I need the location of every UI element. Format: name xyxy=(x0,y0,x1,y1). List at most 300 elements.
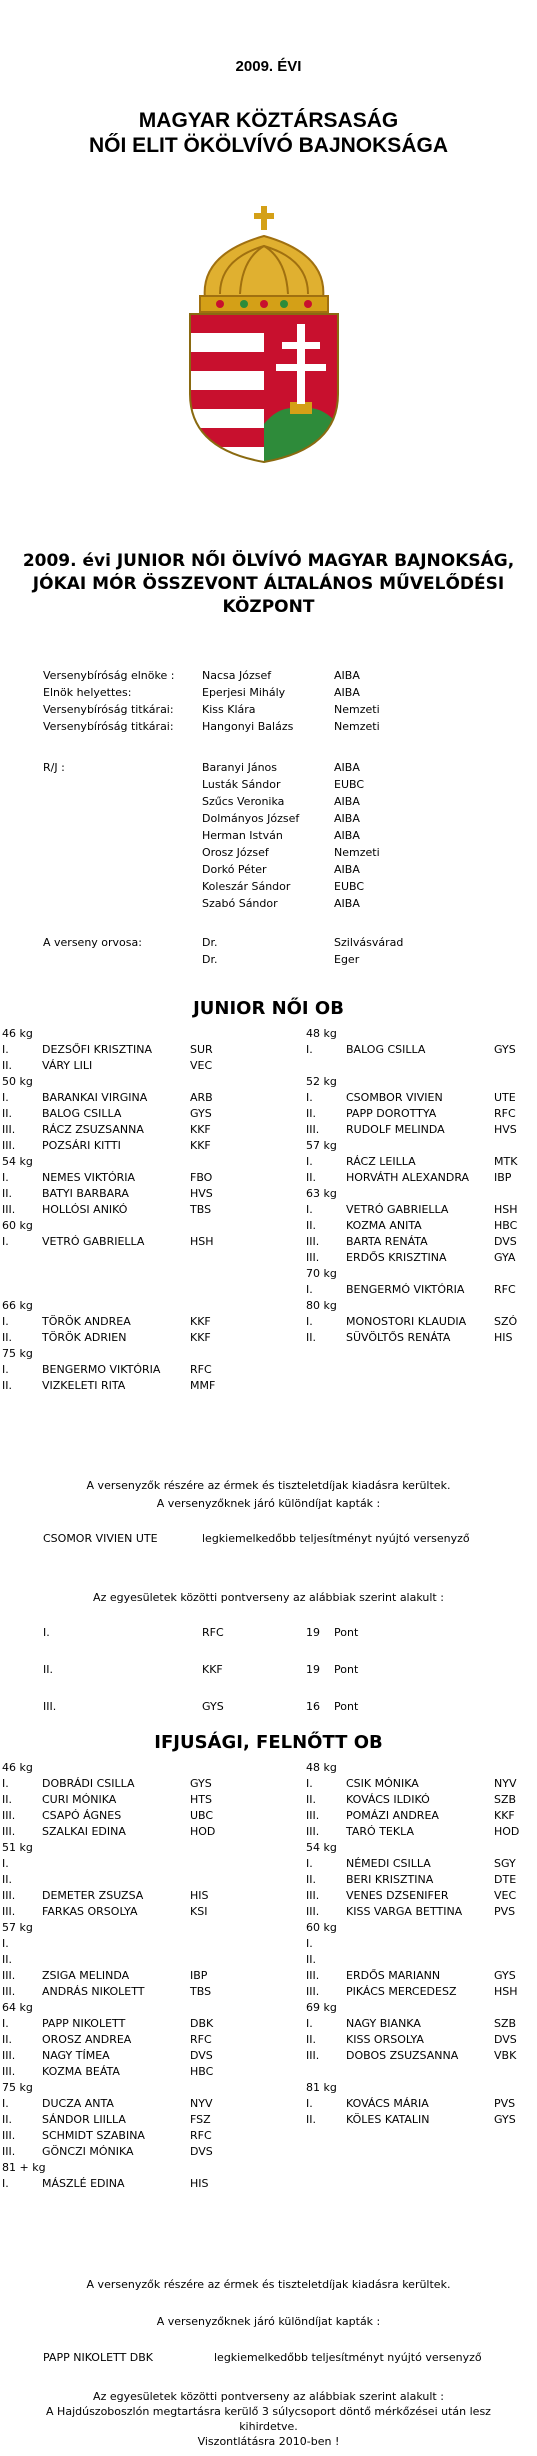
result-row xyxy=(0,1170,537,1186)
judge-name: Orosz József xyxy=(202,846,269,859)
place: I. xyxy=(2,2017,9,2030)
doctor-label: A verseny orvosa: xyxy=(43,936,142,949)
team-points: 19 xyxy=(306,1663,320,1676)
weight-class-label: 69 kg xyxy=(306,2001,337,2014)
weight-class xyxy=(0,1266,537,1282)
boxer-name: MONOSTORI KLAUDIA xyxy=(346,1315,467,1328)
weight-class-label: 60 kg xyxy=(306,1921,337,1934)
place: I. xyxy=(306,1203,313,1216)
club-code: FBO xyxy=(190,1171,213,1184)
place: II. xyxy=(2,2113,12,2126)
club-code: SZB xyxy=(494,2017,517,2030)
boxer-name: TARÓ TEKLA xyxy=(346,1825,414,1838)
club-code: HOD xyxy=(190,1825,216,1838)
club-code: HIS xyxy=(494,1331,513,1344)
place: I. xyxy=(306,1155,313,1168)
closing-line-1: A Hajdúszoboszlón megtartásra kerülő 3 súlycsoport döntő mérkőzései után lesz xyxy=(46,2405,491,2418)
boxer-name: VÁRY LILI xyxy=(42,1059,93,1072)
result-row xyxy=(0,2016,537,2032)
weight-class-label: 50 kg xyxy=(2,1075,33,1088)
place: III. xyxy=(2,1969,16,1982)
place: II. xyxy=(2,1059,12,1072)
judge-name: Szűcs Veronika xyxy=(202,795,285,808)
doctor-title: Dr. xyxy=(202,936,218,949)
result-row xyxy=(0,1042,537,1058)
place: II. xyxy=(2,1873,12,1886)
place: III. xyxy=(2,1139,16,1152)
place: III. xyxy=(306,1825,320,1838)
result-row xyxy=(0,1154,537,1170)
place: III. xyxy=(2,1985,16,1998)
boxer-name: KISS ORSOLYA xyxy=(346,2033,424,2046)
club-code: HBC xyxy=(494,1219,518,1232)
judge-affiliation: AIBA xyxy=(334,897,360,910)
weight-class-label: 46 kg xyxy=(2,1027,33,1040)
club-code: GYS xyxy=(190,1107,212,1120)
junior-team-ranking xyxy=(0,1625,537,1715)
result-row xyxy=(0,2112,537,2128)
weight-class xyxy=(0,1840,537,1856)
club-code: RFC xyxy=(190,1363,212,1376)
junior-special-note: A versenyzőknek járó különdíjat kapták : xyxy=(156,1497,381,1510)
boxer-name: ERDŐS KRISZTINA xyxy=(346,1251,447,1264)
junior-team-note: Az egyesületek közötti pontverseny az alábbiak szerint alakult : xyxy=(93,1591,444,1604)
subtitle-line-1: 2009. évi JUNIOR NŐI ÖLVÍVÓ MAGYAR BAJNOKSÁG, xyxy=(22,551,515,571)
official-affiliation: AIBA xyxy=(334,669,360,682)
judge-row xyxy=(0,777,537,793)
coat-of-arms xyxy=(160,204,380,464)
club-code: HSH xyxy=(190,1235,214,1248)
club-code: MMF xyxy=(190,1379,216,1392)
place: II. xyxy=(306,2033,316,2046)
judge-row xyxy=(0,845,537,861)
place: III. xyxy=(306,1809,320,1822)
club-code: NYV xyxy=(494,1777,517,1790)
weight-class-label: 51 kg xyxy=(2,1841,33,1854)
weight-class-label: 63 kg xyxy=(306,1187,337,1200)
junior-special-winner: CSOMOR VIVIEN UTE xyxy=(43,1532,158,1545)
result-row xyxy=(0,1904,537,1920)
official-name: Kiss Klára xyxy=(202,703,256,716)
weight-class-label: 75 kg xyxy=(2,1347,33,1360)
judge-name: Dorkó Péter xyxy=(202,863,267,876)
official-role: Versenybíróság titkárai: xyxy=(43,720,174,733)
place: III. xyxy=(2,1889,16,1902)
place: III. xyxy=(2,2129,16,2142)
place: II. xyxy=(2,1793,12,1806)
place: III. xyxy=(306,2049,320,2062)
official-name: Nacsa József xyxy=(202,669,272,682)
judge-row xyxy=(0,811,537,827)
boxer-name: VETRÓ GABRIELLA xyxy=(346,1203,449,1216)
result-row xyxy=(0,1202,537,1218)
judge-row xyxy=(0,794,537,810)
result-row xyxy=(0,1250,537,1266)
weight-class-label: 52 kg xyxy=(306,1075,337,1088)
boxer-name: BARANKAI VIRGINA xyxy=(42,1091,148,1104)
boxer-name: KÖLES KATALIN xyxy=(346,2113,430,2126)
place: I. xyxy=(2,1363,9,1376)
team-row xyxy=(0,1662,537,1678)
weight-class xyxy=(0,2000,537,2016)
boxer-name: HORVÁTH ALEXANDRA xyxy=(346,1171,470,1184)
result-row xyxy=(0,1968,537,1984)
closing-line-2: kihirdetve. xyxy=(239,2420,298,2433)
boxer-name: NAGY BIANKA xyxy=(346,2017,421,2030)
weight-class-label: 64 kg xyxy=(2,2001,33,2014)
club-code: GYS xyxy=(190,1777,212,1790)
official-row xyxy=(0,685,537,701)
place: II. xyxy=(306,1171,316,1184)
boxer-name: PAPP NIKOLETT xyxy=(42,2017,126,2030)
boxer-name: DEZSŐFI KRISZTINA xyxy=(42,1043,152,1056)
senior-special-note: A versenyzőknek járó különdíjat kapták : xyxy=(156,2315,381,2328)
place: I. xyxy=(306,2097,313,2110)
boxer-name: POMÁZI ANDREA xyxy=(346,1809,439,1822)
boxer-name: BATYI BARBARA xyxy=(42,1187,129,1200)
boxer-name: PAPP DOROTTYA xyxy=(346,1107,437,1120)
place: I. xyxy=(306,1283,313,1296)
club-code: DVS xyxy=(190,2145,213,2158)
place: I. xyxy=(306,1857,313,1870)
club-code: DVS xyxy=(494,2033,517,2046)
boxer-name: RÁCZ LEILLA xyxy=(346,1155,416,1168)
club-code: HSH xyxy=(494,1985,518,1998)
club-code: DTE xyxy=(494,1873,517,1886)
club-code: TBS xyxy=(190,1203,212,1216)
boxer-name: BENGERMO VIKTÓRIA xyxy=(42,1363,161,1376)
judge-affiliation: AIBA xyxy=(334,863,360,876)
boxer-name: BARTA RENÁTA xyxy=(346,1235,428,1248)
boxer-name: CSAPÓ ÁGNES xyxy=(42,1809,122,1822)
team-row xyxy=(0,1699,537,1715)
boxer-name: CSIK MÓNIKA xyxy=(346,1777,419,1790)
place: I. xyxy=(306,1777,313,1790)
club-code: KKF xyxy=(190,1123,211,1136)
place: II. xyxy=(306,1953,316,1966)
boxer-name: BERI KRISZTINA xyxy=(346,1873,434,1886)
place: III. xyxy=(2,2065,16,2078)
weight-class xyxy=(0,1760,537,1776)
boxer-name: OROSZ ANDREA xyxy=(42,2033,132,2046)
result-row xyxy=(0,1218,537,1234)
senior-special-winner: PAPP NIKOLETT DBK xyxy=(43,2351,154,2364)
club-code: HIS xyxy=(190,2177,209,2190)
team-points: 19 xyxy=(306,1626,320,1639)
club-code: VEC xyxy=(494,1889,517,1902)
place: I. xyxy=(306,1091,313,1104)
boxer-name: KOVÁCS ILDIKÓ xyxy=(346,1793,430,1806)
club-code: GYA xyxy=(494,1251,516,1264)
club-code: GYS xyxy=(494,1043,516,1056)
team-club: GYS xyxy=(202,1700,224,1713)
place: II. xyxy=(2,1953,12,1966)
club-code: UBC xyxy=(190,1809,214,1822)
doctor-location: Szilvásvárad xyxy=(334,936,404,949)
senior-team-note: Az egyesületek közötti pontverseny az alábbiak szerint alakult : xyxy=(93,2390,444,2403)
result-row xyxy=(0,2128,537,2144)
place: I. xyxy=(2,2177,9,2190)
title-line-2: NŐI ELIT ÖKÖLVÍVÓ BAJNOKSÁGA xyxy=(89,134,448,157)
weight-class xyxy=(0,1298,537,1314)
boxer-name: MÁSZLÉ EDINA xyxy=(42,2177,125,2190)
shield-icon xyxy=(190,314,338,464)
senior-heading: IFJUSÁGI, FELNŐTT OB xyxy=(154,1732,383,1753)
weight-class-label: 60 kg xyxy=(2,1219,33,1232)
official-role: Versenybíróság elnöke : xyxy=(43,669,175,682)
place: I. xyxy=(306,2017,313,2030)
doctor-row xyxy=(0,935,537,951)
place: I. xyxy=(2,1091,9,1104)
boxer-name: VIZKELETI RITA xyxy=(42,1379,126,1392)
team-points-unit: Pont xyxy=(334,1663,359,1676)
result-row xyxy=(0,1122,537,1138)
place: II. xyxy=(306,2113,316,2126)
team-points: 16 xyxy=(306,1700,320,1713)
weight-class-label: 48 kg xyxy=(306,1761,337,1774)
judge-row xyxy=(0,879,537,895)
judge-affiliation: EUBC xyxy=(334,880,365,893)
place: I. xyxy=(2,1171,9,1184)
place: I. xyxy=(2,1043,9,1056)
club-code: GYS xyxy=(494,1969,516,1982)
senior-special-reason: legkiemelkedőbb teljesítményt nyújtó versenyző xyxy=(214,2351,482,2364)
place: III. xyxy=(306,1251,320,1264)
boxer-name: TÖRÖK ADRIEN xyxy=(42,1331,127,1344)
place: II. xyxy=(306,1873,316,1886)
club-code: VBK xyxy=(494,2049,517,2062)
place: III. xyxy=(2,1123,16,1136)
club-code: HBC xyxy=(190,2065,214,2078)
weight-class xyxy=(0,1074,537,1090)
weight-class-label: 80 kg xyxy=(306,1299,337,1312)
title-line-1: MAGYAR KÖZTÁRSASÁG xyxy=(138,109,399,132)
weight-class xyxy=(0,2160,537,2176)
boxer-name: DOBRÁDI CSILLA xyxy=(42,1777,135,1790)
weight-class-label: 54 kg xyxy=(2,1155,33,1168)
place: II. xyxy=(2,1187,12,1200)
club-code: NYV xyxy=(190,2097,213,2110)
boxer-name: PIKÁCS MERCEDESZ xyxy=(346,1985,457,1998)
judges-label: R/J : xyxy=(43,761,65,774)
judge-name: Lusták Sándor xyxy=(202,778,281,791)
place: III. xyxy=(2,2049,16,2062)
boxer-name: POZSÁRI KITTI xyxy=(42,1139,121,1152)
subtitle-line-3: KÖZPONT xyxy=(222,597,315,617)
boxer-name: NÉMEDI CSILLA xyxy=(346,1857,431,1870)
boxer-name: VETRÓ GABRIELLA xyxy=(42,1235,145,1248)
boxer-name: SZALKAI EDINA xyxy=(42,1825,126,1838)
result-row xyxy=(0,1282,537,1298)
judge-affiliation: AIBA xyxy=(334,761,360,774)
boxer-name: ERDŐS MARIANN xyxy=(346,1969,441,1982)
result-row xyxy=(0,1776,537,1792)
place: II. xyxy=(306,1331,316,1344)
result-row xyxy=(0,1824,537,1840)
boxer-name: DUCZA ANTA xyxy=(42,2097,114,2110)
place: II. xyxy=(306,1793,316,1806)
result-row xyxy=(0,1058,537,1074)
doctor-row xyxy=(0,952,537,968)
boxer-name: RUDOLF MELINDA xyxy=(346,1123,445,1136)
boxer-name: KOVÁCS MÁRIA xyxy=(346,2097,429,2110)
judge-name: Baranyi János xyxy=(202,761,278,774)
doctor-title: Dr. xyxy=(202,953,218,966)
club-code: MTK xyxy=(494,1155,518,1168)
boxer-name: RÁCZ ZSUZSANNA xyxy=(42,1123,144,1136)
judge-affiliation: Nemzeti xyxy=(334,846,380,859)
judge-row xyxy=(0,760,537,776)
boxer-name: TÖRÖK ANDREA xyxy=(42,1315,131,1328)
junior-heading: JUNIOR NŐI OB xyxy=(193,998,344,1019)
judge-row xyxy=(0,828,537,844)
team-place: II. xyxy=(43,1663,53,1676)
result-row xyxy=(0,1984,537,2000)
official-role: Elnök helyettes: xyxy=(43,686,132,699)
weight-class-label: 54 kg xyxy=(306,1841,337,1854)
club-code: RFC xyxy=(190,2129,212,2142)
junior-medals-note: A versenyzők részére az érmek és tiszteletdíjak kiadásra kerültek. xyxy=(86,1479,451,1492)
result-row xyxy=(0,1106,537,1122)
club-code: SUR xyxy=(190,1043,213,1056)
team-points-unit: Pont xyxy=(334,1626,359,1639)
official-affiliation: Nemzeti xyxy=(334,720,380,733)
weight-class xyxy=(0,1920,537,1936)
place: III. xyxy=(306,1235,320,1248)
result-row xyxy=(0,1888,537,1904)
weight-class-label: 81 + kg xyxy=(2,2161,46,2174)
place: I. xyxy=(306,1043,313,1056)
boxer-name: SÁNDOR LIILLA xyxy=(42,2113,126,2126)
club-code: KKF xyxy=(190,1139,211,1152)
result-row xyxy=(0,1808,537,1824)
club-code: RFC xyxy=(494,1107,516,1120)
club-code: IBP xyxy=(190,1969,208,1982)
judge-name: Koleszár Sándor xyxy=(202,880,291,893)
place: II. xyxy=(2,1379,12,1392)
result-row xyxy=(0,1856,537,1872)
judge-affiliation: AIBA xyxy=(334,829,360,842)
result-row xyxy=(0,2176,537,2192)
junior-special-reason: legkiemelkedőbb teljesítményt nyújtó versenyző xyxy=(202,1532,470,1545)
result-row xyxy=(0,1936,537,1952)
place: III. xyxy=(2,1825,16,1838)
place: I. xyxy=(306,1937,313,1950)
place: I. xyxy=(2,1857,9,1870)
result-row xyxy=(0,2032,537,2048)
result-row xyxy=(0,1090,537,1106)
result-row xyxy=(0,2064,537,2080)
weight-class xyxy=(0,1346,537,1362)
official-row xyxy=(0,668,537,684)
judge-row xyxy=(0,896,537,912)
boxer-name: SCHMIDT SZABINA xyxy=(42,2129,145,2142)
judge-name: Dolmányos József xyxy=(202,812,300,825)
boxer-name: ZSIGA MELINDA xyxy=(42,1969,130,1982)
judge-name: Szabó Sándor xyxy=(202,897,278,910)
weight-class-label: 57 kg xyxy=(2,1921,33,1934)
judge-name: Herman István xyxy=(202,829,283,842)
boxer-name: DOBOS ZSUZSANNA xyxy=(346,2049,459,2062)
place: III. xyxy=(2,1905,16,1918)
place: II. xyxy=(2,1107,12,1120)
place: III. xyxy=(306,1905,320,1918)
club-code: RFC xyxy=(494,1283,516,1296)
judge-affiliation: AIBA xyxy=(334,812,360,825)
official-row xyxy=(0,702,537,718)
boxer-name: NEMES VIKTÓRIA xyxy=(42,1171,136,1184)
club-code: DVS xyxy=(190,2049,213,2062)
official-row xyxy=(0,719,537,735)
result-row xyxy=(0,2144,537,2160)
place: II. xyxy=(306,1219,316,1232)
club-code: KKF xyxy=(190,1331,211,1344)
place: III. xyxy=(306,1889,320,1902)
club-code: SGY xyxy=(494,1857,516,1870)
club-code: UTE xyxy=(494,1091,516,1104)
team-club: RFC xyxy=(202,1626,224,1639)
weight-class xyxy=(0,2080,537,2096)
club-code: PVS xyxy=(494,2097,516,2110)
year-heading: 2009. ÉVI xyxy=(235,58,302,75)
place: III. xyxy=(2,1809,16,1822)
boxer-name: SÜVÖLTŐS RENÁTA xyxy=(346,1331,451,1344)
weight-class xyxy=(0,1186,537,1202)
result-row xyxy=(0,1872,537,1888)
weight-class-label: 57 kg xyxy=(306,1139,337,1152)
closing-line-3: Viszontlátásra 2010-ben ! xyxy=(197,2435,340,2448)
boxer-name: NAGY TÍMEA xyxy=(42,2049,110,2062)
club-code: KKF xyxy=(494,1809,515,1822)
subtitle-line-2: JÓKAI MÓR ÖSSZEVONT ÁLTALÁNOS MŰVELŐDÉSI xyxy=(32,574,505,594)
weight-class-label: 70 kg xyxy=(306,1267,337,1280)
club-code: KSI xyxy=(190,1905,208,1918)
weight-class-label: 46 kg xyxy=(2,1761,33,1774)
club-code: HSH xyxy=(494,1203,518,1216)
official-name: Eperjesi Mihály xyxy=(202,686,286,699)
doctor-location: Eger xyxy=(334,953,360,966)
team-points-unit: Pont xyxy=(334,1700,359,1713)
boxer-name: DEMETER ZSUZSA xyxy=(42,1889,144,1902)
place: III. xyxy=(306,1123,320,1136)
boxer-name: HOLLÓSI ANIKÓ xyxy=(42,1203,128,1216)
place: II. xyxy=(2,2033,12,2046)
weight-class xyxy=(0,1026,537,1042)
boxer-name: KOZMA BEÁTA xyxy=(42,2065,120,2078)
weight-class-label: 75 kg xyxy=(2,2081,33,2094)
boxer-name: ANDRÁS NIKOLETT xyxy=(42,1985,145,1998)
club-code: PVS xyxy=(494,1905,516,1918)
result-row xyxy=(0,1952,537,1968)
club-code: KKF xyxy=(190,1315,211,1328)
club-code: DVS xyxy=(494,1235,517,1248)
place: I. xyxy=(2,2097,9,2110)
club-code: IBP xyxy=(494,1171,512,1184)
place: I. xyxy=(2,1235,9,1248)
result-row xyxy=(0,1792,537,1808)
boxer-name: CSOMBOR VIVIEN xyxy=(346,1091,443,1104)
boxer-name: VENES DZSENIFER xyxy=(346,1889,449,1902)
place: I. xyxy=(2,1937,9,1950)
weight-class xyxy=(0,1138,537,1154)
club-code: RFC xyxy=(190,2033,212,2046)
official-affiliation: AIBA xyxy=(334,686,360,699)
team-club: KKF xyxy=(202,1663,223,1676)
club-code: HIS xyxy=(190,1889,209,1902)
official-name: Hangonyi Balázs xyxy=(202,720,294,733)
place: III. xyxy=(306,1985,320,1998)
boxer-name: CURI MÓNIKA xyxy=(42,1793,117,1806)
